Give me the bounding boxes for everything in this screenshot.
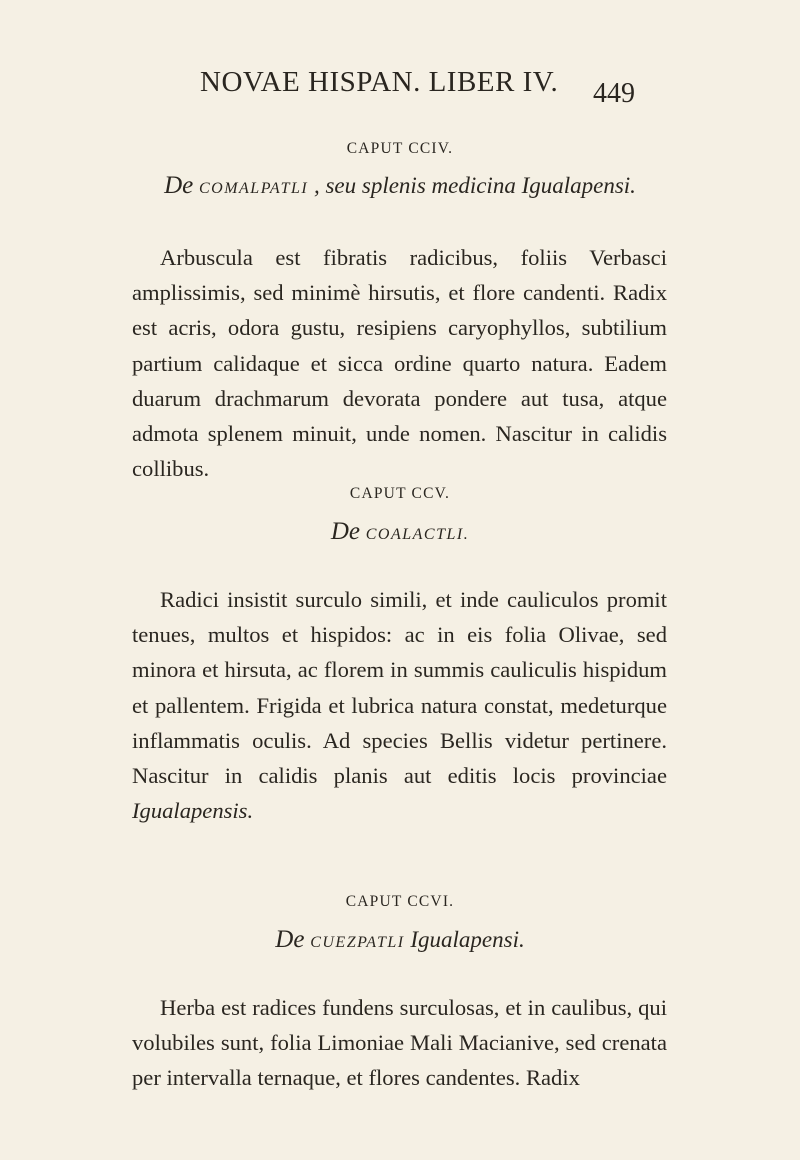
chapter-paragraph-text: Radici insistit surculo simili, et inde cauliculos promit tenues, multos et hispidos: ac in eis folia Olivae, sed minora et hirsuta, ac florem in summis cauliculis hispidum et pallentem. Frigida et lubrica natura constat, medeturque inflammatis oculis. Ad species Bellis videtur pertinere. Nascitur in calidis planis aut editis locis provinciae <box>132 587 667 789</box>
chapter-paragraph: Herba est radices fundens surculosas, et in caulibus, qui volubiles sunt, folia Limoniae Mali Macianive, sed crenata per intervalla ternaque, et flores candentes. Radix <box>132 995 667 1091</box>
page-number: 449 <box>593 78 635 109</box>
chapter-title-name: COMALPATLI <box>198 180 309 197</box>
chapter-paragraph <box>132 582 667 828</box>
chapter-title-de: De <box>330 518 360 545</box>
chapter-heading: CAPUT CCVI. <box>345 893 455 910</box>
running-title: NOVAE HISPAN. LIBER IV. <box>200 66 559 98</box>
chapter-paragraph-italic: Igualapensis. <box>132 798 254 824</box>
chapter-title <box>0 518 800 546</box>
chapter-heading: CAPUT CCIV. <box>346 140 454 157</box>
chapter-title-rest: , seu splenis medicina Igualapensi. <box>313 173 636 198</box>
chapter-title-de: De <box>275 926 305 953</box>
chapter-title-name: COALACTLI. <box>365 526 470 543</box>
chapter-heading: CAPUT CCV. <box>349 485 451 502</box>
chapter-title-rest: Igualapensi. <box>410 927 525 952</box>
running-head <box>0 66 800 109</box>
chapter-title <box>0 926 800 954</box>
chapter-paragraph: Arbuscula est fibratis radicibus, foliis Verbasci amplissimis, sed minimè hirsutis, et flore candenti. Radix est acris, odora gustu, resipiens caryophyllos, subtilium partium calidaque et sicca ordine quarto natura. Eadem duarum drachmarum devorata pondere aut tusa, atque admota splenem minuit, unde nomen. Nascitur in calidis collibus. <box>132 245 667 482</box>
chapter-title <box>0 172 800 200</box>
chapter-title-name: CUEZPATLI <box>310 934 405 951</box>
chapter-title-de: De <box>164 172 194 199</box>
